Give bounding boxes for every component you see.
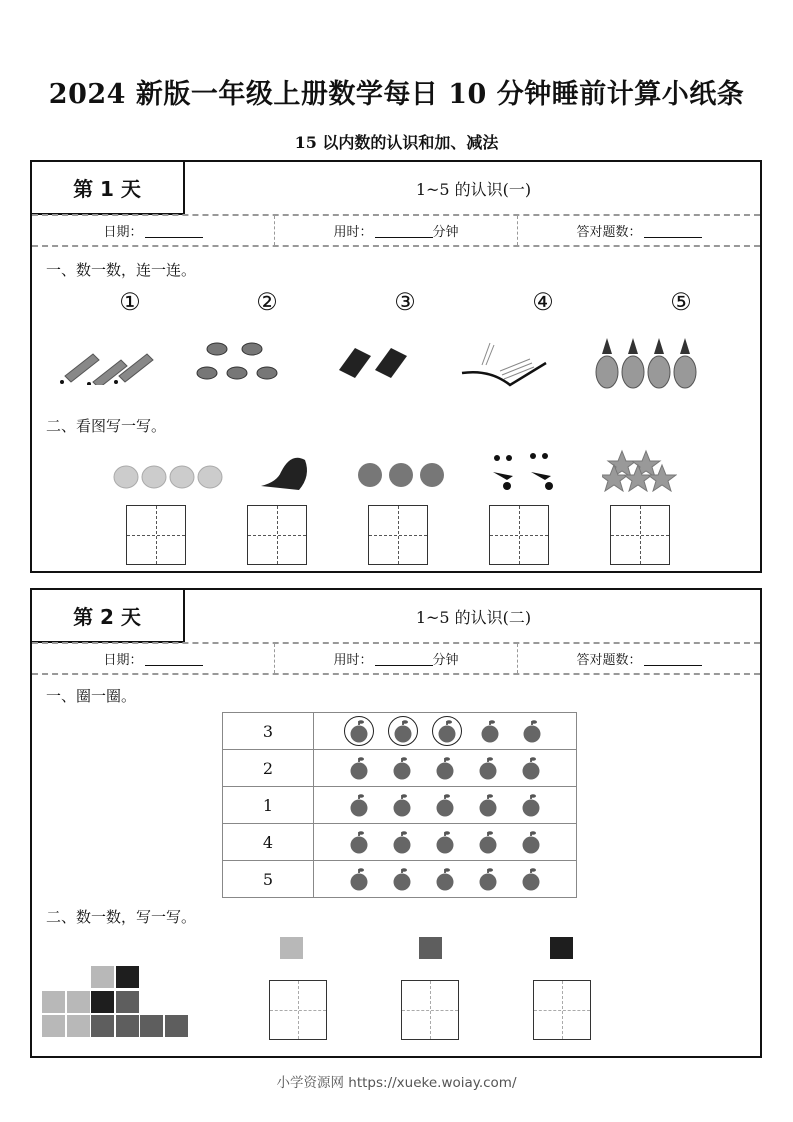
book-icon[interactable] (460, 335, 550, 390)
apple-icon[interactable] (517, 865, 545, 893)
apple-icon[interactable] (476, 717, 504, 745)
apple-icon[interactable] (388, 865, 416, 893)
block-dark (116, 966, 139, 988)
row-number: 4 (223, 824, 314, 861)
apple-icon[interactable] (474, 865, 502, 893)
write-box-mid[interactable] (401, 980, 459, 1040)
day2-section1-label: 一、圈一圈。 (46, 687, 137, 705)
apple-icon[interactable] (388, 716, 418, 746)
day2-section2-label: 二、数一数，写一写。 (46, 908, 197, 926)
apple-cell (314, 787, 577, 824)
date-label: 日期： (103, 653, 143, 668)
write-box-light[interactable] (269, 980, 327, 1040)
day1-section2-label: 二、看图写一写。 (46, 417, 167, 435)
ducks-icon (112, 455, 227, 490)
apple-icon[interactable] (431, 791, 459, 819)
day1-card (30, 160, 762, 573)
erasers-icon[interactable] (337, 342, 412, 382)
page-subtitle: 15 以内数的认识和加、减法 (294, 133, 499, 152)
stars-icon (602, 449, 677, 492)
apple-icon[interactable] (474, 754, 502, 782)
apple-icon[interactable] (431, 865, 459, 893)
date-label: 日期： (103, 225, 143, 240)
date-cell (32, 216, 275, 245)
row-number: 5 (223, 861, 314, 898)
pencils-icon[interactable] (57, 340, 157, 385)
block-light (67, 1015, 90, 1037)
row-number: 1 (223, 787, 314, 824)
apple-icon[interactable] (431, 754, 459, 782)
time-cell (275, 644, 518, 673)
date-cell (32, 644, 275, 673)
block-light (42, 991, 65, 1013)
day1-meta-row (32, 214, 760, 247)
candies-icon[interactable] (192, 337, 287, 387)
circled-number-5[interactable]: ⑤ (670, 288, 692, 316)
block-mid (116, 991, 139, 1013)
pandas-icon (487, 450, 557, 492)
block-light (67, 991, 90, 1013)
block-light (91, 966, 114, 988)
apple-icon[interactable] (474, 828, 502, 856)
day2-lesson-title: 1~5 的认识(二) (415, 607, 532, 627)
day2-card (30, 588, 762, 1058)
table-row (223, 750, 577, 787)
apple-icon[interactable] (517, 828, 545, 856)
day1-tab: 第 1 天 (30, 160, 185, 215)
circled-number-4[interactable]: ④ (532, 288, 554, 316)
time-unit: 分钟 (432, 225, 459, 240)
apple-icon[interactable] (474, 791, 502, 819)
apple-icon[interactable] (345, 791, 373, 819)
time-field[interactable] (375, 651, 433, 666)
time-field[interactable] (375, 223, 433, 238)
footer-watermark: 小学资源网 https://xueke.woiay.com/ (276, 1075, 517, 1091)
page-title: 2024 新版一年级上册数学每日 10 分钟睡前计算小纸条 (48, 79, 745, 110)
time-cell (275, 216, 518, 245)
block-mid (91, 1015, 114, 1037)
apple-icon[interactable] (432, 716, 462, 746)
write-box-pandas[interactable] (489, 505, 549, 565)
table-row (223, 787, 577, 824)
write-box-apples[interactable] (368, 505, 428, 565)
apple-cell (314, 861, 577, 898)
mid-square-icon (419, 937, 442, 959)
circled-number-2[interactable]: ② (256, 288, 278, 316)
block-dark (91, 991, 114, 1013)
apple-cell (314, 750, 577, 787)
apple-icon[interactable] (345, 865, 373, 893)
block-mid (165, 1015, 188, 1037)
circle-table (222, 712, 577, 898)
block-mid (116, 1015, 139, 1037)
apple-icon[interactable] (517, 754, 545, 782)
block-mid (140, 1015, 163, 1037)
write-box-cap[interactable] (247, 505, 307, 565)
date-field[interactable] (145, 651, 203, 666)
write-box-dark[interactable] (533, 980, 591, 1040)
time-label: 用时： (333, 653, 373, 668)
apple-icon[interactable] (431, 828, 459, 856)
apples-icon (357, 455, 447, 490)
day2-tab: 第 2 天 (30, 588, 185, 643)
pineapples-icon[interactable] (594, 338, 699, 390)
day1-lesson-title: 1~5 的认识(一) (415, 179, 532, 199)
write-box-ducks[interactable] (126, 505, 186, 565)
row-number: 3 (223, 713, 314, 750)
date-field[interactable] (145, 223, 203, 238)
table-row (223, 824, 577, 861)
row-number: 2 (223, 750, 314, 787)
circled-number-3[interactable]: ③ (394, 288, 416, 316)
correct-field[interactable] (644, 223, 702, 238)
apple-icon[interactable] (345, 828, 373, 856)
block-figure (42, 966, 192, 1041)
correct-cell (518, 644, 760, 673)
block-light (42, 1015, 65, 1037)
apple-icon[interactable] (517, 791, 545, 819)
apple-cell (314, 824, 577, 861)
day2-meta-row (32, 642, 760, 675)
circled-number-1[interactable]: ① (119, 288, 141, 316)
time-label: 用时： (333, 225, 373, 240)
time-unit: 分钟 (432, 653, 459, 668)
correct-field[interactable] (644, 651, 702, 666)
apple-icon[interactable] (388, 754, 416, 782)
apple-icon[interactable] (388, 791, 416, 819)
apple-cell (314, 713, 577, 750)
apple-icon[interactable] (345, 754, 373, 782)
correct-label: 答对题数： (576, 225, 642, 240)
write-box-stars[interactable] (610, 505, 670, 565)
correct-cell (518, 216, 760, 245)
table-row (223, 713, 577, 750)
light-square-icon (280, 937, 303, 959)
apple-icon[interactable] (388, 828, 416, 856)
table-row (223, 861, 577, 898)
cap-icon (257, 452, 312, 492)
day1-section1-label: 一、数一数，连一连。 (46, 261, 197, 279)
dark-square-icon (550, 937, 573, 959)
correct-label: 答对题数： (576, 653, 642, 668)
apple-icon[interactable] (518, 717, 546, 745)
apple-icon[interactable] (344, 716, 374, 746)
